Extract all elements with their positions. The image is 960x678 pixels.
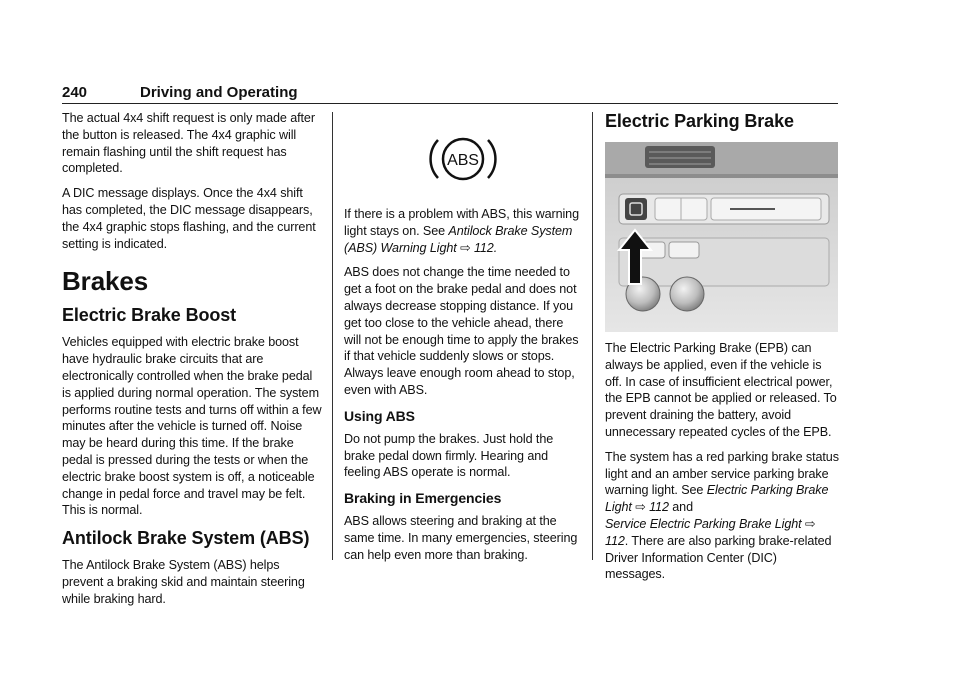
section-title: Driving and Operating — [140, 84, 298, 101]
xref-arrow-icon: ⇨ — [460, 240, 471, 255]
header-rule — [62, 103, 838, 104]
paragraph-electric-brake-boost: Vehicles equipped with electric brake boost have hydraulic brake circuits that are electronically controlled when the brake pedal is applied during normal operation. The system performs routine tests and turns off within a few minutes after the vehicle is turned off. Noise may be heard during this time. If the brake pedal is pressed during the tests or when the electric brake boost system is off, a noticeable change in pedal force and travel may be felt. This is normal. — [62, 335, 322, 518]
heading-electric-parking-brake: Electric Parking Brake — [605, 111, 794, 131]
paragraph-abs-intro: The Antilock Brake System (ABS) helps prevent a braking skid and maintain steering while braking hard. — [62, 558, 305, 606]
paragraph-abs-warning: If there is a problem with ABS, this warning light stays on. See Antilock Brake System (ABS) Warning Light ⇨ 112. — [344, 207, 579, 255]
paragraph-abs-stopping: ABS does not change the time needed to get a foot on the brake pedal and does not always decrease stopping distance. If you get too close to the vehicle ahead, there will not be enough time to apply the brakes if that vehicle suddenly slows or stops. Always leave enough room ahead to stop, even with ABS. — [344, 265, 579, 397]
xref-arrow-icon: ⇨ — [635, 500, 646, 515]
abs-warning-light-icon — [428, 132, 498, 186]
paragraph-epb-lights: The system has a red parking brake status light and an amber service parking brake warning light. See Electric Parking Brake Light ⇨ 112 and Service Electric Parking Brake Light ⇨ 112. There are also parking brake-related Driver Information Center (DIC) messages. — [605, 449, 839, 582]
column-divider-left — [332, 112, 333, 560]
paragraph-epb-intro: The Electric Parking Brake (EPB) can always be applied, even if the vehicle is off. In case of insufficient electrical power, the EPB cannot be applied or released. To prevent draining the battery, avoid unnecessary repeated cycles of the EPB. — [605, 341, 837, 439]
heading-braking-emergencies: Braking in Emergencies — [344, 490, 502, 507]
abs-warning-graphic — [344, 110, 580, 206]
paragraph-braking-emergencies: ABS allows steering and braking at the same time. In many emergencies, steering can help even more than braking. — [344, 514, 578, 562]
paragraph-dic-message: A DIC message displays. Once the 4x4 shift has completed, the DIC message disappears, the 4x4 graphic stops flashing, and the current setting is indicated. — [62, 186, 316, 251]
xref-page[interactable]: 112 — [649, 500, 669, 515]
xref-abs-warning-light[interactable]: Antilock Brake System (ABS) Warning Light — [344, 223, 573, 255]
heading-brakes: Brakes — [62, 266, 149, 297]
parking-brake-switch-photo — [605, 142, 838, 332]
paragraph-using-abs: Do not pump the brakes. Just hold the brake pedal down firmly. Hearing and feeling ABS operate is normal. — [344, 431, 554, 480]
xref-epb-light[interactable]: Electric Parking Brake Light — [605, 483, 829, 515]
xref-page[interactable]: 112 — [473, 240, 494, 255]
heading-using-abs: Using ABS — [344, 407, 415, 424]
column-left — [62, 110, 324, 616]
heading-electric-brake-boost: Electric Brake Boost — [62, 305, 237, 326]
xref-service-epb-light[interactable]: Service Electric Parking Brake Light — [605, 516, 802, 531]
paragraph-4x4-shift: The actual 4x4 shift request is only made after the button is released. The 4x4 graphic will remain flashing until the shift request has completed. — [62, 111, 315, 176]
xref-arrow-icon: ⇨ — [805, 516, 816, 531]
page-header — [62, 84, 838, 104]
abs-icon-text: ABS — [447, 152, 479, 169]
xref-page[interactable]: 112 — [605, 533, 625, 548]
page-number: 240 — [62, 84, 88, 101]
column-divider-right — [592, 112, 593, 560]
column-middle — [344, 110, 580, 572]
heading-abs: Antilock Brake System (ABS) — [62, 528, 310, 549]
column-right — [605, 110, 840, 591]
